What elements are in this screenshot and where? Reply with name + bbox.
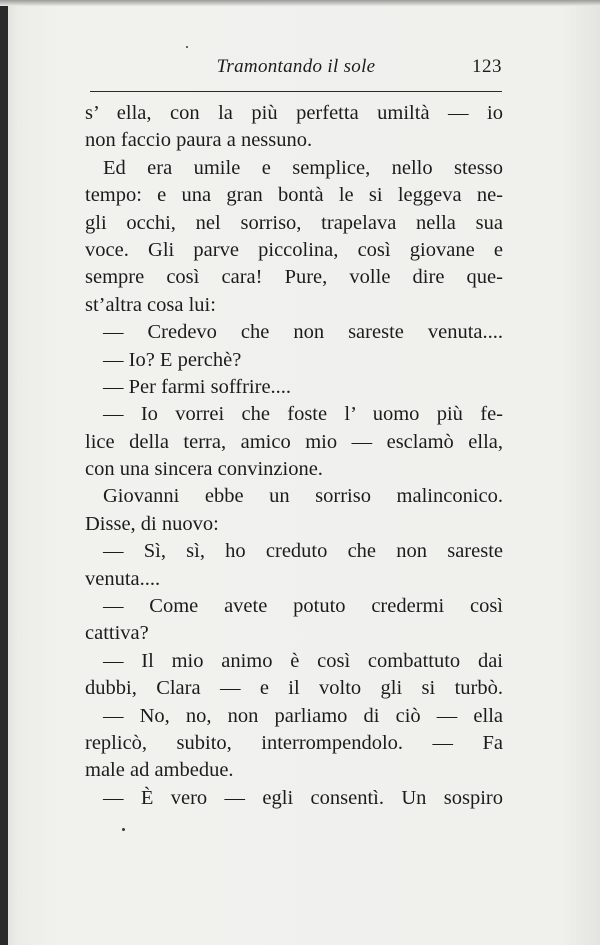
book-spine-shadow: [0, 0, 8, 945]
text-line: — Il mio animo è così combattuto dai: [103, 649, 503, 672]
running-head: [90, 56, 502, 82]
text-line: — Sì, sì, ho creduto che non sareste: [103, 540, 503, 563]
text-line: — Io vorrei che foste l’ uomo più fe-: [103, 403, 503, 426]
text-line: venuta....: [85, 567, 161, 590]
text-line: con una sincera convinzione.: [85, 458, 323, 481]
text-line: — Come avete potuto credermi così: [103, 595, 503, 618]
page-number: 123: [472, 56, 502, 77]
text-line: dubbi, Clara — e il volto gli si turbò.: [85, 677, 503, 700]
text-line: — Io? E perchè?: [103, 348, 242, 371]
text-line: Giovanni ebbe un sorriso malinconico.: [103, 485, 503, 508]
text-line: — È vero — egli consentì. Un sospiro: [103, 786, 503, 809]
page-top-edge: [0, 0, 600, 6]
text-line: non faccio paura a nessuno.: [85, 129, 313, 152]
text-line: Ed era umile e semplice, nello stesso: [103, 156, 503, 179]
text-line: Disse, di nuovo:: [85, 512, 219, 535]
text-line: lice della terra, amico mio — esclamò ella,: [85, 430, 503, 453]
text-line: sempre così cara! Pure, volle dire que-: [85, 266, 503, 289]
text-line: male ad ambedue.: [85, 759, 234, 782]
text-line: voce. Gli parve piccolina, così giovane e: [85, 238, 503, 261]
text-line: cattiva?: [85, 622, 149, 645]
running-title: Tramontando il sole: [216, 56, 376, 77]
ink-speck: [122, 828, 125, 831]
text-line: s’ ella, con la più perfetta umiltà — io: [85, 102, 503, 124]
text-line: st’altra cosa lui:: [85, 293, 216, 316]
body-text: [85, 100, 503, 812]
header-rule: [90, 91, 502, 92]
text-line: gli occhi, nel sorriso, trapelava nella sua: [85, 211, 503, 234]
text-line: tempo: e una gran bontà le si leggeva ne-: [85, 184, 503, 207]
text-line: replicò, subito, interrompendolo. — Fa: [85, 731, 503, 754]
text-line: — Credevo che non sareste venuta....: [103, 321, 503, 344]
ink-speck: [186, 46, 188, 48]
text-line: — No, no, non parliamo di ciò — ella: [103, 704, 503, 727]
text-line: — Per farmi soffrire....: [103, 375, 292, 398]
